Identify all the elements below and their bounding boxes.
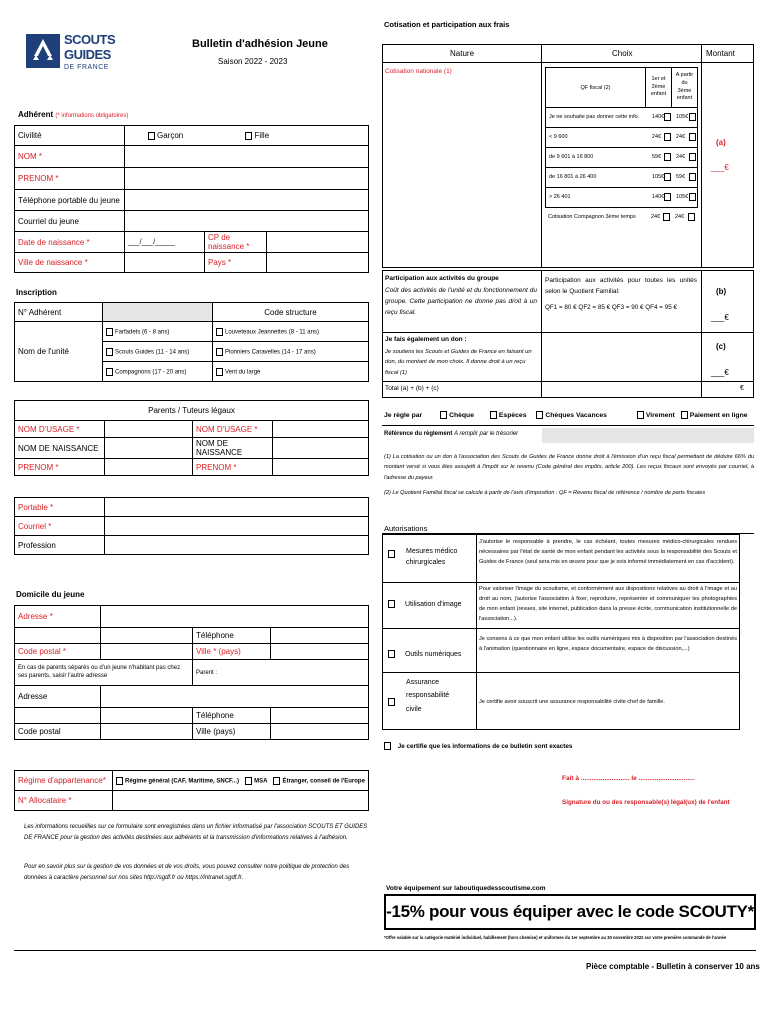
- note-1: (1) La cotisation ou un don à l'association des Scouts de Guides de France donne droit à l'émission d'un reçu fiscal permettant de déduire 66% du montant versé si vous êtes assujetti à l'impôt sur le revenu (Code général des impôts, article 200). Les reçus fiscaux sont envoyés par courriel, à l'adresse du payeur.: [384, 454, 754, 481]
- participation-title: Participation aux activités du groupe: [385, 275, 499, 282]
- telephone2-label: Téléphone: [193, 708, 271, 724]
- logo-line1: SCOUTS: [64, 32, 116, 47]
- qf-row-checkbox-b[interactable]: [689, 133, 696, 141]
- col-montant-header: Montant: [706, 49, 735, 58]
- regime-table: [14, 770, 369, 811]
- qf-row-checkbox-a[interactable]: [664, 173, 671, 181]
- virement-checkbox[interactable]: [637, 411, 644, 419]
- auth-numerique-text: Je consens à ce que mon enfant utilise les outils numériques mis à disposition par l'association destinés à l'animation (questionnaire en ligne, espace documentaire, espace de discussion,...): [479, 636, 737, 653]
- adresse2-field[interactable]: [101, 686, 369, 708]
- code-postal-label: Code postal *: [15, 644, 101, 660]
- autorisations-title: Autorisations: [384, 524, 428, 533]
- regime-etranger-label: Étranger, conseil de l'Europe: [282, 778, 365, 785]
- auth-assurance: [388, 676, 474, 716]
- qf-row-price-b: 59€: [676, 174, 686, 180]
- adresse-field[interactable]: [101, 606, 369, 628]
- paiement-ligne-label: Paiement en ligne: [689, 411, 748, 419]
- ville-naissance-label: Ville de naissance *: [15, 253, 125, 273]
- separes-note: En cas de parents séparés ou d'un jeune n'habitant pas chez ses parents, saisir l'autre adresse: [15, 660, 193, 686]
- adresse-label: Adresse *: [15, 606, 101, 628]
- cheques-vacances-checkbox[interactable]: [536, 411, 543, 419]
- logo-line3: DE FRANCE: [64, 64, 109, 71]
- participation-qf: QF1 = 80 € QF2 = 85 € QF3 = 90 € QF4 = 95 €: [545, 304, 677, 311]
- reference-label: Référence du règlement: [384, 431, 453, 437]
- parents-section-title: Parents / Tuteurs légaux: [15, 401, 369, 421]
- civilite-label: Civilité: [15, 126, 125, 146]
- especes-checkbox[interactable]: [490, 411, 497, 419]
- adresse2-label: Adresse: [15, 686, 101, 708]
- fille-checkbox[interactable]: [245, 132, 252, 140]
- regime-general-label: Régime général (CAF, Maritime, SNCF...): [125, 778, 240, 785]
- parent1-nom-usage-field[interactable]: [105, 421, 193, 438]
- allocataire-field[interactable]: [113, 791, 369, 811]
- parent2-prenom-label: PRENOM *: [193, 459, 273, 476]
- auth-image: [388, 600, 474, 608]
- auth-medical-text: J'autorise le responsable à prendre, le cas échéant, toutes mesures médico-chirurgicales rendues nécessaires par l'état de santé de mon enfant pendant les activités sous la responsabilité des Scouts et Guides de France (seul sera mis en œuvre pour que je sois informé immédiatement en cas d'accident).: [479, 539, 737, 566]
- regime-msa-label: MSA: [254, 778, 268, 785]
- inscription-section-title: Inscription: [16, 288, 57, 297]
- ville-pays2-label: Ville (pays): [193, 724, 271, 740]
- nom-unite-label: Nom de l'unité: [15, 322, 103, 382]
- qf-row-price-a: 59€: [652, 154, 662, 160]
- participation-choix: Participation aux activités pour toutes les unités selon le Quotient Familial:: [545, 277, 697, 296]
- virement-label: Virement: [645, 411, 675, 419]
- qf-row-price-b: 24€: [676, 154, 686, 160]
- season: Saison 2022 - 2023: [218, 57, 288, 66]
- cotisation-nationale-label: Cotisation nationale (1): [385, 68, 452, 75]
- courriel-label: Courriel du jeune: [15, 211, 125, 232]
- ville-pays-field[interactable]: [271, 644, 369, 660]
- qf-row: [545, 108, 698, 128]
- unit-scouts-checkbox[interactable]: [106, 348, 113, 356]
- code-postal2-label: Code postal: [15, 724, 101, 740]
- qf-row-price-b: 105€: [676, 194, 689, 200]
- legal-text-2: Pour en savoir plus sur la gestion de vos données et de vos droits, vous pouvez consulter notre politique de protection des données à caractère personnel sur nos sites http://sgdf.fr ou https://intranet.sgdf.fr.: [24, 864, 350, 882]
- qf-row-checkbox-a[interactable]: [664, 193, 671, 201]
- qf-row: [545, 148, 698, 168]
- tel-field[interactable]: [125, 190, 369, 211]
- parent1-nom-naissance-field[interactable]: [105, 438, 193, 459]
- page-title: Bulletin d'adhésion Jeune: [192, 38, 328, 50]
- especes-label: Espèces: [498, 411, 527, 419]
- profession-label: Profession: [15, 536, 105, 555]
- promo-top: Votre équipement sur laboutiquedesscoutisme.com: [386, 885, 546, 892]
- num-adherent-label: N° Adhérent: [15, 303, 103, 322]
- paiement-ligne-checkbox[interactable]: [681, 411, 688, 419]
- auth-assurance-checkbox[interactable]: [388, 698, 395, 706]
- a-blank: ___€: [711, 163, 729, 172]
- auth-image-checkbox[interactable]: [388, 600, 395, 608]
- parent1-nom-usage-label: NOM D'USAGE *: [15, 421, 105, 438]
- qf-row-price-a: 140€: [652, 114, 665, 120]
- cheque-checkbox[interactable]: [440, 411, 447, 419]
- qf-row-price-a: 140€: [652, 194, 665, 200]
- qf-row-label: de 16 801 à 26 400: [549, 174, 597, 180]
- qf-row-checkbox-a[interactable]: [664, 113, 671, 121]
- fille-label: Fille: [254, 131, 270, 140]
- parent2-prenom-field[interactable]: [273, 459, 369, 476]
- regime-msa-checkbox[interactable]: [245, 777, 252, 785]
- footer-note: Pièce comptable - Bulletin à conserver 10 ans: [586, 962, 760, 971]
- ville-naissance-field[interactable]: [125, 253, 205, 273]
- b-mark: (b): [716, 287, 727, 296]
- don-text: Je soutiens les Scouts et Guides de France en faisant un don, du montant de mon choix. Il donne droit à un reçu fiscal (1): [385, 349, 532, 376]
- fait-a-line: Fait à ........................... le ...............................: [562, 775, 695, 782]
- qf-row-price-a: 24€: [651, 214, 661, 220]
- inscription-table: [14, 302, 369, 382]
- col-nature-header: Nature: [450, 49, 475, 58]
- qf-row-checkbox-a[interactable]: [664, 153, 671, 161]
- logo: [26, 30, 118, 80]
- qf-row-label: de 9 601 à 16 800: [549, 154, 594, 160]
- b-blank: ___€: [711, 313, 729, 322]
- unit-farfadets-checkbox[interactable]: [106, 328, 113, 336]
- qf-col1-header: 1er et 2ème enfant: [646, 68, 672, 108]
- auth-medical: [388, 546, 474, 568]
- c-blank: ___€: [711, 368, 729, 377]
- unit-ventdularge-checkbox[interactable]: [216, 368, 223, 376]
- promo-main: -15% pour vous équiper avec le code SCOUTY*: [386, 902, 754, 921]
- don-title: Je fais également un don :: [385, 336, 467, 343]
- ville-pays-label: Ville * (pays): [193, 644, 271, 660]
- auth-medical-label: Mesures médico chirurgicales: [406, 548, 458, 567]
- paiement-label: Je règle par: [384, 411, 423, 419]
- parent-courriel-field[interactable]: [105, 517, 369, 536]
- qf-row: [545, 208, 698, 228]
- qf-row-checkbox-b[interactable]: [689, 193, 696, 201]
- legal-text-1: Les informations recueillies sur ce formulaire sont enregistrées dans un fichier informatisé par l'association SCOUTS ET GUIDES DE FRANCE pour la gestion des activités destinées aux adhérents et la transmission d'informations relatives à l'adhésion.: [24, 824, 368, 842]
- telephone2-field[interactable]: [271, 708, 369, 724]
- courriel-field[interactable]: [125, 211, 369, 232]
- certifie-label: Je certifie que les informations de ce bulletin sont exactes: [397, 742, 573, 750]
- date-naissance-field[interactable]: ___/___/_____: [125, 232, 205, 253]
- unit-ventdularge-label: Vent du large: [225, 369, 261, 376]
- pays-label: Pays *: [205, 253, 267, 273]
- auth-medical-checkbox[interactable]: [388, 550, 395, 558]
- certifie-row: [384, 742, 572, 750]
- cheques-vacances-label: Chèques Vacances: [545, 411, 607, 419]
- adherent-table: [14, 125, 369, 273]
- auth-assurance-text: Je certifie avoir souscrit une assurance responsabilité civile chef de famille.: [479, 699, 665, 705]
- adherent-section-title: Adhérent (* informations obligatoires): [18, 110, 129, 119]
- garcon-label: Garçon: [157, 131, 184, 140]
- garcon-checkbox[interactable]: [148, 132, 155, 140]
- prenom-field[interactable]: [125, 168, 369, 190]
- qf-row-label: > 26 401: [549, 194, 571, 200]
- pays-field[interactable]: [267, 253, 369, 273]
- nom-label: NOM *: [15, 146, 125, 168]
- unit-farfadets-label: Farfadets (6 - 8 ans): [115, 329, 170, 336]
- parent2-nom-usage-field[interactable]: [273, 421, 369, 438]
- participation-text: Coût des activités de l'unité et du fonctionnement du groupe. Cette participation ne donne pas droit à un reçu fiscal.: [385, 287, 537, 317]
- col-choix-header: Choix: [612, 49, 633, 58]
- parent-label: Parent :: [193, 660, 369, 686]
- parent1-nom-naissance-label: NOM DE NAISSANCE: [15, 438, 105, 459]
- auth-image-label: Utilisation d'image: [404, 600, 462, 608]
- reference-note: A remplir par le trésorier: [454, 431, 519, 437]
- scouts-logo-icon: [26, 34, 60, 68]
- profession-field[interactable]: [105, 536, 369, 555]
- unit-compagnons-checkbox[interactable]: [106, 368, 113, 376]
- cotisation-section-title: Cotisation et participation aux frais: [384, 20, 510, 29]
- domicile-table: [14, 605, 369, 740]
- unit-pionniers-label: Pionniers Caravelles (14 - 17 ans): [225, 349, 316, 356]
- qf-row-checkbox-b[interactable]: [689, 153, 696, 161]
- parent1-prenom-field[interactable]: [105, 459, 193, 476]
- qf-row-checkbox-b[interactable]: [689, 113, 696, 121]
- qf-row-label: < 9 600: [549, 134, 568, 140]
- parent1-prenom-label: PRENOM *: [15, 459, 105, 476]
- qf-row-price-a: 24€: [652, 134, 662, 140]
- code-postal2-field[interactable]: [101, 724, 193, 740]
- parent2-nom-naissance-field[interactable]: [273, 438, 369, 459]
- qf-fiscal-header: QF fiscal (2): [546, 68, 646, 108]
- portable-label: Portable *: [15, 498, 105, 517]
- portable-field[interactable]: [105, 498, 369, 517]
- qf-row-checkbox-b[interactable]: [688, 213, 695, 221]
- auth-numerique-label: Outils numériques: [404, 650, 462, 658]
- certifie-checkbox[interactable]: [384, 742, 391, 750]
- ville-pays2-field[interactable]: [271, 724, 369, 740]
- qf-table: [545, 67, 698, 108]
- regime-general-checkbox[interactable]: [116, 777, 123, 785]
- cp-naissance-label: CP de naissance *: [205, 232, 267, 253]
- unit-pionniers-checkbox[interactable]: [216, 348, 223, 356]
- auth-numerique-checkbox[interactable]: [388, 650, 395, 658]
- qf-row: [545, 128, 698, 148]
- c-mark: (c): [716, 342, 726, 351]
- reference-row: [384, 431, 518, 437]
- nom-field[interactable]: [125, 146, 369, 168]
- signature-line: Signature du ou des responsable(s) légal(ux) de l'enfant: [562, 799, 730, 806]
- unit-louveteaux-label: Louveteaux Jeannettes (8 - 11 ans): [225, 329, 319, 336]
- qf-row-price-a: 105€: [652, 174, 665, 180]
- total-euro: €: [740, 385, 744, 392]
- date-naissance-label: Date de naissance *: [15, 232, 125, 253]
- a-mark: (a): [716, 138, 726, 147]
- paiement-row: [384, 411, 756, 419]
- qf-row-price-b: 24€: [675, 214, 685, 220]
- regime-label: Régime d'appartenance*: [15, 771, 113, 791]
- parent2-nom-usage-label: NOM D'USAGE *: [193, 421, 273, 438]
- code-structure-label: Code structure: [213, 303, 369, 322]
- parents-table: [14, 400, 369, 555]
- telephone-field[interactable]: [271, 628, 369, 644]
- reference-field[interactable]: [542, 428, 754, 443]
- qf-row-price-b: 105€: [676, 114, 689, 120]
- prenom-label: PRENOM *: [15, 168, 125, 190]
- tel-label: Téléphone portable du jeune: [15, 190, 125, 211]
- unit-scouts-label: Scouts Guides (11 - 14 ans): [115, 349, 190, 356]
- auth-assurance-label: Assurance responsabilité civile: [406, 679, 450, 713]
- qf-row: [545, 188, 698, 208]
- total-label: Total (a) + (b) + (c): [385, 385, 439, 392]
- qf-row-checkbox-a[interactable]: [663, 213, 670, 221]
- promo-banner: [384, 894, 756, 930]
- logo-line2: GUIDES: [64, 47, 111, 62]
- qf-row-label: Je ne souhaite pas donner cette info.: [549, 114, 640, 120]
- parent-courriel-label: Courriel *: [15, 517, 105, 536]
- telephone-label: Téléphone: [193, 628, 271, 644]
- qf-row-label: Cotisation Compagnon 3ème temps: [548, 214, 636, 220]
- qf-col2-header: A partir du 3ème enfant: [672, 68, 698, 108]
- domicile-section-title: Domicile du jeune: [16, 590, 85, 599]
- required-note: (* informations obligatoires): [55, 113, 129, 119]
- code-postal-field[interactable]: [101, 644, 193, 660]
- qf-row-checkbox-a[interactable]: [664, 133, 671, 141]
- cp-naissance-field[interactable]: [267, 232, 369, 253]
- num-adherent-field[interactable]: [103, 303, 213, 322]
- cheque-label: Chèque: [449, 411, 474, 419]
- note-2: (2) Le Quotient Familial fiscal se calcule à partir de l'avis d'imposition : QF = Revenu fiscal de référence / nombre de parts fiscales: [384, 490, 706, 496]
- promo-fine: *Offre valable sur la catégorie matériel individuel, habillement (hors chemise) et uniformes du 1er septembre au 30 novembre 2022 sur votre première commande de l'année: [384, 935, 727, 940]
- regime-etranger-checkbox[interactable]: [273, 777, 280, 785]
- qf-row: [545, 168, 698, 188]
- qf-row-price-b: 24€: [676, 134, 686, 140]
- unit-louveteaux-checkbox[interactable]: [216, 328, 223, 336]
- allocataire-label: N° Allocataire *: [15, 791, 113, 811]
- unit-compagnons-label: Compagnons (17 - 20 ans): [115, 369, 187, 376]
- parent2-nom-naissance-label: NOM DE NAISSANCE: [193, 438, 273, 459]
- auth-image-text: Pour valoriser l'image du scoutisme, et conformément aux dispositions relatives au droit à l'image et au droit au nom, j'autorise l'association à fixer, reproduire, représenter et communiquer les photographies de mon enfant (revues, site internet, publication dans la presse écrite, communication institutionnelle de l'association...).: [479, 586, 737, 623]
- qf-row-checkbox-b[interactable]: [689, 173, 696, 181]
- auth-numerique: [388, 650, 474, 658]
